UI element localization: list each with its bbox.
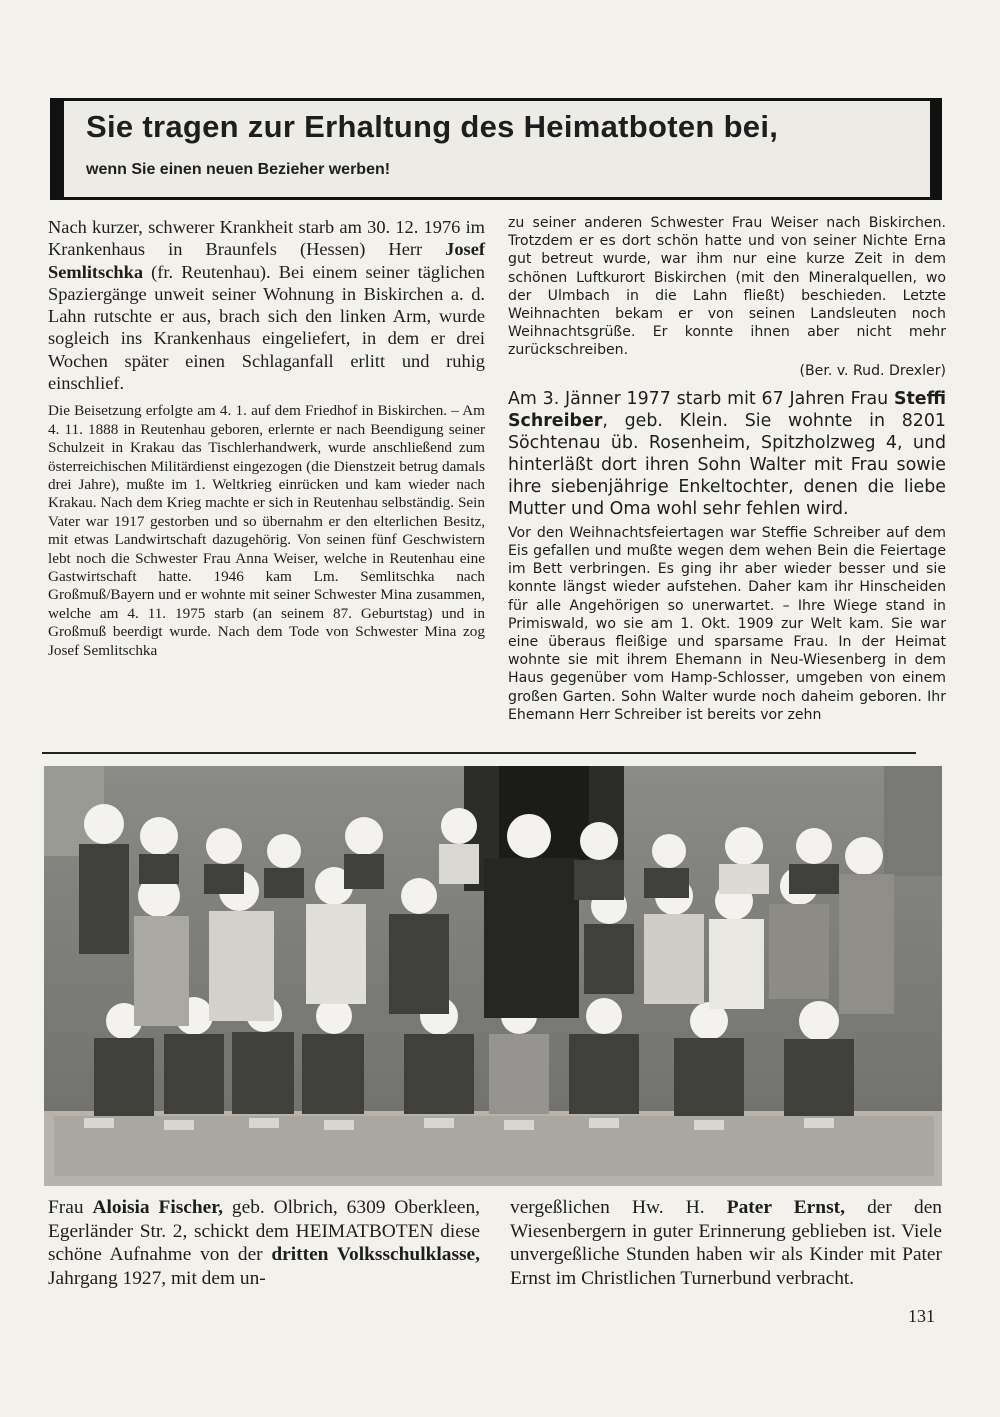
photo-caption-right: vergeßlichen Hw. H. Pater Ernst, der den Wiesenbergern in guter Erinnerung geblieben ist. Viele unvergeßliche Stunden haben wir als Kinder mit Pater Ernst im Christlichen Turnerbund verbracht. — [510, 1197, 942, 1289]
photo-caption-left: Frau Aloisia Fischer, geb. Olbrich, 6309 Oberkleen, Egerländer Str. 2, schickt dem HEIMATBOTEN diese schöne Aufnahme von der dritten Volksschulklasse, Jahrgang 1927, mit dem un- — [48, 1197, 480, 1289]
left-column — [48, 216, 485, 660]
class-photo — [44, 766, 942, 1186]
obituary-semlitschka-continuation: zu seiner anderen Schwester Frau Weiser nach Biskirchen. Trotzdem er es dort schön hatte und von seiner Nichte Erna gut betreut wurde, war ihm nur eine kurze Zeit in dem schönen Luftkurort Biskirchen (mit den Mineralquellen, wo der Ulmbach in die Lahn fließt) beschieden. Letzte Weihnachten bekam er von seinen Landsleuten noch Weihnachtsgrüße. Er konnte ihnen aber nicht mehr zurückschreiben. — [508, 215, 946, 359]
obituary-semlitschka-intro: Nach kurzer, schwerer Krankheit starb am 30. 12. 1976 im Krankenhaus in Braunfels (Hessen) Herr Josef Semlitschka (fr. Reutenhau). Bei einem seiner täglichen Spaziergänge unweit seiner Wohnung in Biskirchen a. d. Lahn rutschte er aus, brach sich den linken Arm, wurde sogleich ins Krankenhaus eingeliefert, in dem er drei Wochen später einen Schlaganfall erlitt und ruhig einschlief. — [48, 217, 485, 394]
obituary-schreiber-intro: Am 3. Jänner 1977 starb mit 67 Jahren Frau Steffi Schreiber, geb. Klein. Sie wohnte in 8201 Söchtenau üb. Rosenheim, Spitzholzweg 4, und hinterläßt dort ihren Sohn Walter mit Frau sowie ihre siebenjährige Enkeltochter, denen die liebe Mutter und Oma wohl sehr fehlen wird. — [508, 388, 946, 519]
report-credit: (Ber. v. Rud. Drexler) — [799, 362, 946, 379]
section-divider — [42, 752, 916, 754]
obituary-semlitschka-body: Die Beisetzung erfolgte am 4. 1. auf dem Friedhof in Biskirchen. – Am 4. 11. 1888 in Reutenhau geboren, erlernte er nach Beendigung seiner Schulzeit in Krakau das Tischlerhandwerk, wurde anschließend zum österreichischen Militärdienst eingezogen (die Dienstzeit betrug damals drei Jahre), mußte im 1. Weltkrieg einrücken und kam wieder nach Krakau. Nach dem Krieg machte er sich in Reutenhau selbständig. Sein Vater war 1917 gestorben und so übernahm er den elterlichen Besitz, mit etwas Landwirtschaft dazugehörig. Von seinen fünf Geschwistern lebt noch die Schwester Frau Anna Weiser, welche in Reutenhau eine Gastwirtschaft hatte. 1946 kam Lm. Semlitschka nach Großmuß/Bayern und er wohnte mit seiner Schwester Mina zusammen, welche am 4. 11. 1975 starb (an seinem 87. Geburtstag) und in Großmuß beerdigt wurde. Nach dem Tode von Schwester Mina zog Josef Semlitschka — [48, 402, 485, 659]
subscription-banner — [50, 98, 942, 200]
caption-name: Aloisia Fischer, — [92, 1197, 223, 1218]
caption-class: dritten Volksschulklasse, — [271, 1244, 480, 1265]
page-number: 131 — [908, 1306, 935, 1326]
caption-name: Pater Ernst, — [726, 1197, 845, 1218]
right-column — [508, 214, 946, 724]
obituary-schreiber-body: Vor den Weihnachtsfeiertagen war Steffie Schreiber auf dem Eis gefallen und mußte wegen dem wehen Bein die Feiertage im Bett verbringen. Es ging ihr aber wieder besser und sie konnte längst wieder aufstehen. Daher kam ihr Hinscheiden für alle Angehörigen so unerwartet. – Ihre Wiege stand in Primiswald, wo sie am 1. Okt. 1909 zur Welt kam. Sie war eine überaus fleißige und sparsame Frau. In der Heimat wohnte sie mit ihrem Ehemann in Neu-Wiesenberg in dem Haus gegenüber vom Hamp-Schlosser, umgeben von einem großen Garten. Sohn Walter wurde noch daheim geboren. Ihr Ehemann Herr Schreiber ist bereits vor zehn — [508, 524, 946, 723]
banner-subtitle: wenn Sie einen neuen Bezieher werben! — [86, 161, 391, 178]
class-photo-image — [44, 766, 942, 1186]
obituary-name: Steffi Schreiber — [508, 388, 946, 431]
obituary-name: Josef Semlitschka — [48, 239, 485, 282]
banner-title: Sie tragen zur Erhaltung des Heimatboten bei, — [86, 109, 779, 144]
